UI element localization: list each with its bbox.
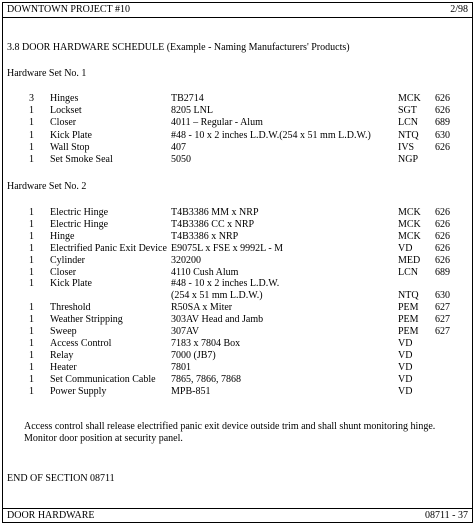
model-cell: (254 x 51 mm L.D.W.) [171,290,263,302]
quantity-cell: 3 [29,93,34,104]
manufacturer-cell: SGT [398,105,417,117]
quantity-cell: 1 [29,207,34,218]
hardware-row [0,130,476,142]
hardware-row [0,105,476,117]
model-cell: R50SA x Miter [171,302,233,314]
finish-cell: 626 [435,141,450,153]
manufacturer-cell: IVS [398,141,415,153]
item-cell: Wall Stop [50,141,90,153]
hardware-row [0,326,476,338]
quantity-cell: 1 [29,129,34,141]
manufacturer-cell: PEM [398,326,419,337]
model-cell: 320200 [171,254,201,266]
item-cell: Access Control [50,337,112,349]
hardware-row [0,154,476,166]
manufacturer-cell: MCK [398,230,421,242]
item-cell: Weather Stripping [50,314,123,326]
manufacturer-cell: VD [398,337,413,349]
hardware-set-2-title: Hardware Set No. 2 [7,181,87,192]
quantity-cell: 1 [29,242,34,254]
quantity-cell: 1 [29,337,34,349]
quantity-cell: 1 [29,326,34,337]
manufacturer-cell: MED [398,254,421,266]
quantity-cell: 1 [29,218,34,230]
manufacturer-cell: VD [398,242,413,254]
manufacturer-cell: PEM [398,314,419,326]
hardware-row [0,338,476,350]
manufacturer-cell: VD [398,349,413,361]
manufacturer-cell: MCK [398,93,421,104]
footer-page-number: 08711 - 37 [425,510,468,521]
quantity-cell: 1 [29,314,34,326]
manufacturer-cell: NGP [398,154,419,165]
item-cell: Closer [50,117,77,129]
quantity-cell: 1 [29,117,34,129]
manufacturer-cell: VD [398,385,413,397]
manufacturer-cell: PEM [398,302,419,314]
project-header: DOWNTOWN PROJECT #10 [7,4,130,15]
hardware-row [0,314,476,326]
header-divider [3,17,472,18]
model-cell: 8205 LNL [171,105,213,117]
item-cell: Power Supply [50,385,107,397]
quantity-cell: 1 [29,385,34,397]
finish-cell: 627 [435,314,450,326]
model-cell: 7183 x 7804 Box [171,337,241,349]
model-cell: #48 - 10 x 2 inches L.D.W.(254 x 51 mm L.D.W.) [171,129,371,141]
hardware-row [0,290,476,302]
manufacturer-cell: MCK [398,207,421,218]
item-cell: Closer [50,266,77,278]
item-cell: Set Smoke Seal [50,154,113,165]
model-cell: T4B3386 MM x NRP [171,207,259,218]
manufacturer-cell: LCN [398,117,418,129]
hardware-row [0,207,476,219]
hardware-row [0,278,476,290]
model-cell: 7865, 7866, 7868 [171,373,241,385]
model-cell: 5050 [171,154,191,165]
footer-divider [3,508,472,509]
item-cell: Electric Hinge [50,207,109,218]
model-cell: T4B3386 x NRP [171,230,239,242]
item-cell: Cylinder [50,254,85,266]
model-cell: 4110 Cush Alum [171,266,239,278]
model-cell: 7801 [171,361,191,373]
end-of-section: END OF SECTION 08711 [7,473,115,484]
hardware-row [0,255,476,267]
finish-cell: 626 [435,207,450,218]
model-cell: MPB-851 [171,385,211,397]
hardware-row [0,350,476,362]
hardware-row [0,386,476,398]
hardware-row [0,93,476,105]
item-cell: Lockset [50,105,82,117]
quantity-cell: 1 [29,278,34,290]
item-cell: Electric Hinge [50,218,109,230]
manufacturer-cell: VD [398,373,413,385]
hardware-row [0,362,476,374]
manufacturer-cell: LCN [398,266,418,278]
finish-cell: 627 [435,302,450,314]
quantity-cell: 1 [29,373,34,385]
finish-cell: 626 [435,105,450,117]
item-cell: Kick Plate [50,278,92,290]
quantity-cell: 1 [29,154,34,165]
quantity-cell: 1 [29,254,34,266]
manufacturer-cell: NTQ [398,129,419,141]
model-cell: 303AV Head and Jamb [171,314,264,326]
finish-cell: 626 [435,218,450,230]
finish-cell: 630 [435,290,450,302]
finish-cell: 630 [435,129,450,141]
model-cell: 4011 – Regular - Alum [171,117,263,129]
quantity-cell: 1 [29,230,34,242]
model-cell: E9075L x FSE x 9992L - M [171,242,284,254]
quantity-cell: 1 [29,266,34,278]
model-cell: T4B3386 CC x NRP [171,218,255,230]
finish-cell: 689 [435,266,450,278]
hardware-row [0,219,476,231]
quantity-cell: 1 [29,141,34,153]
hardware-row [0,117,476,129]
item-cell: Heater [50,361,77,373]
item-cell: Sweep [50,326,77,337]
hardware-row [0,374,476,386]
model-cell: 407 [171,141,186,153]
item-cell: Set Communication Cable [50,373,156,385]
item-cell: Threshold [50,302,91,314]
manufacturer-cell: NTQ [398,290,419,302]
finish-cell: 626 [435,93,450,104]
hardware-row [0,267,476,279]
section-title: 3.8 DOOR HARDWARE SCHEDULE (Example - Naming Manufacturers' Products) [7,42,350,53]
model-cell: 307AV [171,326,200,337]
finish-cell: 626 [435,254,450,266]
manufacturer-cell: VD [398,361,413,373]
hardware-row [0,243,476,255]
finish-cell: 626 [435,230,450,242]
hardware-row [0,231,476,243]
finish-cell: 626 [435,242,450,254]
item-cell: Hinges [50,93,79,104]
access-control-note: Access control shall release electrified panic exit device outside trim and shall shunt monitoring hinge. Monitor door position at security panel. [24,421,436,444]
quantity-cell: 1 [29,361,34,373]
hardware-row [0,302,476,314]
finish-cell: 627 [435,326,450,337]
model-cell: #48 - 10 x 2 inches L.D.W. [171,278,280,290]
manufacturer-cell: MCK [398,218,421,230]
quantity-cell: 1 [29,349,34,361]
quantity-cell: 1 [29,105,34,117]
model-cell: 7000 (JB7) [171,349,216,361]
quantity-cell: 1 [29,302,34,314]
page-reference: 2/98 [450,4,468,15]
finish-cell: 689 [435,117,450,129]
item-cell: Electrified Panic Exit Device [50,242,167,254]
item-cell: Relay [50,349,74,361]
hardware-row [0,142,476,154]
item-cell: Kick Plate [50,129,92,141]
model-cell: TB2714 [171,93,204,104]
hardware-set-1-title: Hardware Set No. 1 [7,68,87,79]
item-cell: Hinge [50,230,75,242]
footer-title: DOOR HARDWARE [7,510,95,521]
